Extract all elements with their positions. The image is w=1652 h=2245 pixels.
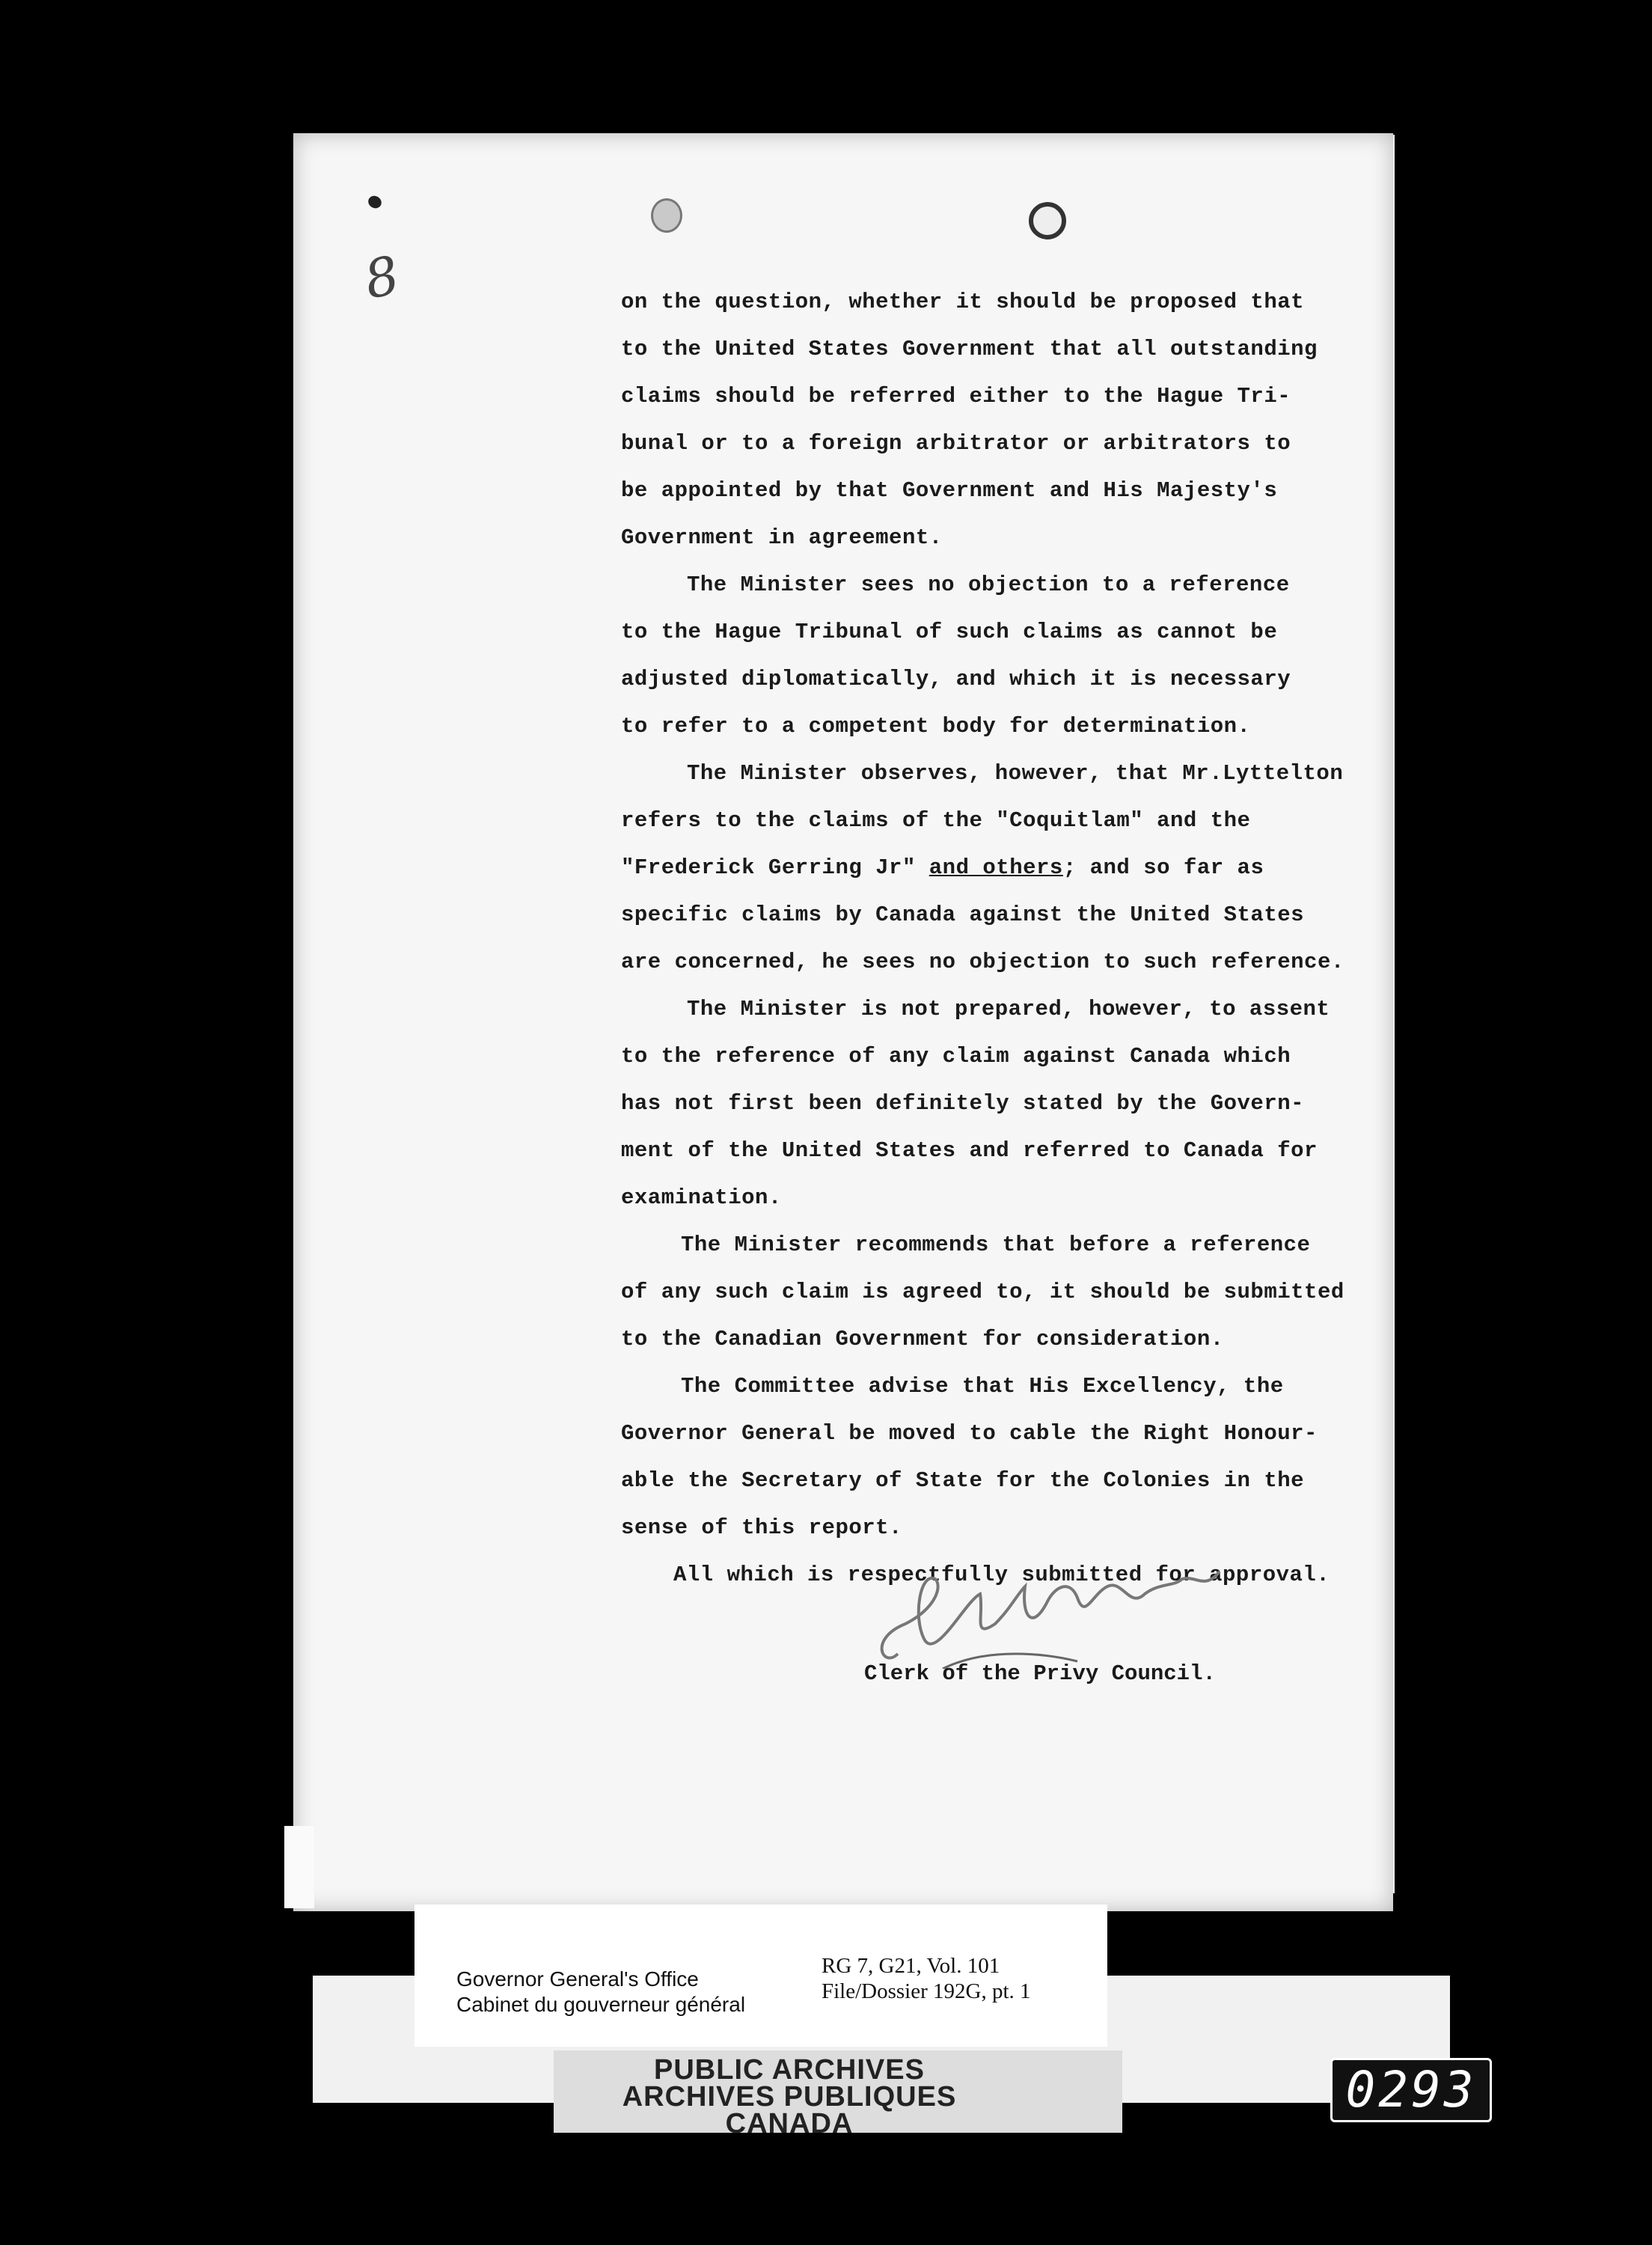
text-line: to the Hague Tribunal of such claims as cannot be: [621, 620, 1278, 644]
archive-reference: [822, 1953, 1031, 2004]
file-code: File/Dossier 192G, pt. 1: [822, 1979, 1031, 2003]
signature: [853, 1557, 1242, 1669]
text-line: examination.: [621, 1185, 782, 1210]
text-line: Governor General be moved to cable the Right Honour-: [621, 1421, 1318, 1446]
text-fragment: "Frederick Gerring Jr": [621, 855, 916, 880]
text-line: All which is respectfully submitted for approval.: [673, 1563, 1330, 1587]
text-fragment: ; and so far as: [1062, 855, 1264, 880]
text-line: has not first been definitely stated by the Govern-: [621, 1091, 1305, 1116]
text-line: refers to the claims of the "Coquitlam" and the: [621, 808, 1251, 833]
punch-hole: [651, 198, 682, 233]
archive-office: [456, 1967, 745, 2018]
text-line: adjusted diplomatically, and which it is necessary: [621, 667, 1291, 691]
stamp-line: CANADA: [725, 2108, 854, 2139]
archives-stamp: [572, 2056, 1006, 2137]
text-line: sense of this report.: [621, 1515, 902, 1540]
text-line: of any such claim is agreed to, it should be submitted: [621, 1280, 1344, 1304]
text-line: Government in agreement.: [621, 525, 943, 550]
text-line: be appointed by that Government and His Majesty's: [621, 478, 1278, 503]
text-line: The Minister observes, however, that Mr.Lyttelton: [687, 761, 1344, 786]
office-en: Governor General's Office: [456, 1967, 699, 1991]
page-edge: [284, 1826, 314, 1908]
text-line: on the question, whether it should be proposed that: [621, 290, 1305, 314]
text-line: to refer to a competent body for determination.: [621, 714, 1251, 739]
reference-code: RG 7, G21, Vol. 101: [822, 1954, 1000, 1978]
stamp-line: PUBLIC ARCHIVES: [654, 2054, 925, 2086]
text-line: bunal or to a foreign arbitrator or arbitrators to: [621, 431, 1291, 456]
text-line: ment of the United States and referred to Canada for: [621, 1138, 1318, 1163]
frame-number: 0293: [1330, 2058, 1492, 2122]
punch-hole: [1029, 202, 1066, 239]
text-line: to the Canadian Government for consideration.: [621, 1327, 1224, 1351]
text-line: to the United States Government that all outstanding: [621, 337, 1318, 361]
stamp-line: ARCHIVES PUBLIQUES: [622, 2081, 957, 2113]
text-line: to the reference of any claim against Canada which: [621, 1044, 1291, 1069]
text-line: able the Secretary of State for the Colonies in the: [621, 1468, 1305, 1493]
text-line: The Committee advise that His Excellency, the: [681, 1374, 1284, 1399]
page-number: 8: [358, 244, 405, 311]
text-line: are concerned, he sees no objection to such reference.: [621, 950, 1344, 974]
text-line: specific claims by Canada against the United States: [621, 902, 1305, 927]
document-body: [621, 278, 1369, 1598]
text-line: The Minister sees no objection to a reference: [687, 572, 1290, 597]
clerk-title: Clerk of the Privy Council.: [864, 1661, 1216, 1686]
text-line: The Minister is not prepared, however, to assent: [687, 997, 1330, 1021]
underlined-text: and others: [929, 855, 1063, 880]
text-line: [621, 844, 1369, 891]
text-line: The Minister recommends that before a reference: [681, 1233, 1311, 1257]
office-fr: Cabinet du gouverneur général: [456, 1993, 746, 2016]
text-line: claims should be referred either to the Hague Tri-: [621, 384, 1291, 409]
